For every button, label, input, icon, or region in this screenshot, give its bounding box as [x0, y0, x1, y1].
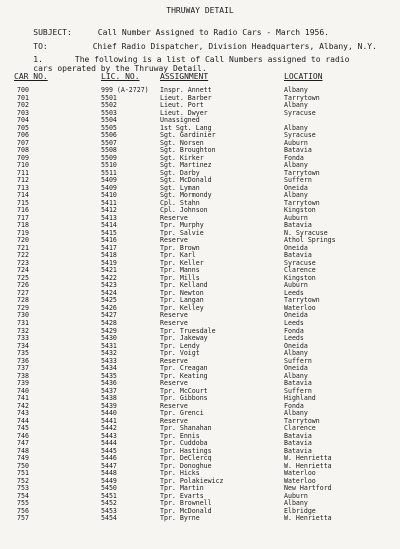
table-row: [0, 162, 400, 170]
license-number-cell: 5424: [101, 288, 117, 297]
location-cell: Oneida: [284, 243, 308, 252]
assignment-cell: Tpr. Evarts: [160, 491, 204, 500]
assignment-cell: Tpr. Jakeway: [160, 334, 208, 343]
location-cell: Albany: [284, 499, 308, 508]
assignment-cell: Tpr. Polakiewicz: [160, 476, 224, 485]
license-number-cell: 5428: [101, 318, 117, 327]
license-number-cell: 5436: [101, 379, 117, 388]
location-cell: Batavia: [284, 251, 312, 260]
car-number-cell: 739: [17, 379, 29, 388]
assignment-cell: Tpr. Manns: [160, 266, 200, 275]
license-number-cell: 5431: [101, 341, 117, 350]
license-number-cell: 5445: [101, 446, 117, 455]
car-number-cell: 713: [17, 183, 29, 192]
car-number-cell: 712: [17, 176, 29, 185]
car-number-cell: 737: [17, 364, 29, 373]
assignment-cell: Tpr. Truesdale: [160, 326, 216, 335]
location-cell: W. Henrietta: [284, 514, 332, 523]
assignment-cell: Tpr. Brownell: [160, 499, 212, 508]
car-number-cell: 740: [17, 386, 29, 395]
car-number-cell: 728: [17, 296, 29, 305]
location-cell: Oneida: [284, 183, 308, 192]
location-cell: Tarrytown: [284, 416, 320, 425]
license-number-cell: 5414: [101, 221, 117, 230]
location-cell: W. Henrietta: [284, 461, 332, 470]
car-number-cell: 707: [17, 138, 29, 147]
license-number-cell: 5448: [101, 469, 117, 478]
assignment-cell: Reserve: [160, 318, 188, 327]
car-number-cell: 727: [17, 288, 29, 297]
car-number-cell: 706: [17, 131, 29, 140]
car-number-cell: 716: [17, 206, 29, 215]
table-row: [0, 110, 400, 118]
license-number-cell: 5413: [101, 213, 117, 222]
car-number-cell: 745: [17, 424, 29, 433]
assignment-cell: Tpr. Byrne: [160, 514, 200, 523]
assignment-cell: Lieut. Dwyer: [160, 108, 208, 117]
license-number-cell: 5501: [101, 93, 117, 102]
car-number-cell: 708: [17, 146, 29, 155]
table-row: [0, 335, 400, 343]
assignment-cell: Sgt. Lyman: [160, 183, 200, 192]
car-number-cell: 729: [17, 303, 29, 312]
license-number-cell: 999 (A-2727): [101, 86, 149, 94]
column-header-lic: LIC. NO.: [101, 72, 140, 81]
license-number-cell: 5449: [101, 476, 117, 485]
license-number-cell: 5417: [101, 243, 117, 252]
paragraph-text-1: The following is a list of Call Numbers assigned to radio: [74, 55, 350, 64]
table-row: [0, 343, 400, 351]
assignment-cell: Reserve: [160, 379, 188, 388]
car-number-cell: 703: [17, 108, 29, 117]
car-number-cell: 732: [17, 326, 29, 335]
table-row: [0, 463, 400, 471]
car-number-cell: 756: [17, 506, 29, 515]
car-number-cell: 715: [17, 198, 29, 207]
license-number-cell: 5427: [101, 311, 117, 320]
assignment-cell: Reserve: [160, 401, 188, 410]
assignment-cell: Reserve: [160, 416, 188, 425]
license-number-cell: 5432: [101, 349, 117, 358]
location-cell: Clarence: [284, 424, 316, 433]
license-number-cell: 5441: [101, 416, 117, 425]
assignment-cell: Tpr. Salvie: [160, 228, 204, 237]
location-cell: Auburn: [284, 213, 308, 222]
location-cell: Auburn: [284, 491, 308, 500]
location-cell: Fonda: [284, 326, 304, 335]
location-cell: Auburn: [284, 138, 308, 147]
license-number-cell: 5447: [101, 461, 117, 470]
location-cell: Albany: [284, 86, 308, 94]
license-number-cell: 5425: [101, 296, 117, 305]
location-cell: Batavia: [284, 221, 312, 230]
location-cell: Suffern: [284, 356, 312, 365]
license-number-cell: 5409: [101, 176, 117, 185]
car-number-cell: 704: [17, 116, 29, 125]
assignment-cell: Sgt. Martinez: [160, 161, 212, 170]
location-cell: Fonda: [284, 401, 304, 410]
car-number-cell: 752: [17, 476, 29, 485]
license-number-cell: 5508: [101, 146, 117, 155]
assignment-cell: Reserve: [160, 311, 188, 320]
assignment-cell: Sgt. Gardinier: [160, 131, 216, 140]
assignment-cell: Reserve: [160, 236, 188, 245]
table-row: [0, 425, 400, 433]
table-row: [0, 350, 400, 358]
assignment-cell: Tpr. Cuddoba: [160, 439, 208, 448]
table-row: [0, 237, 400, 245]
location-cell: Batavia: [284, 146, 312, 155]
car-number-cell: 741: [17, 394, 29, 403]
location-cell: Oneida: [284, 341, 308, 350]
car-number-cell: 710: [17, 161, 29, 170]
assignment-cell: Tpr. DeClercq: [160, 454, 212, 463]
table-row: [0, 515, 400, 523]
license-number-cell: 5509: [101, 153, 117, 162]
location-cell: Leeds: [284, 288, 304, 297]
location-cell: Albany: [284, 349, 308, 358]
license-number-cell: 5506: [101, 131, 117, 140]
car-number-cell: 721: [17, 243, 29, 252]
assignment-cell: 1st Sgt. Lang: [160, 123, 212, 132]
document-header: THRUWAY DETAIL: [166, 6, 234, 15]
assignment-cell: Tpr. McCourt: [160, 386, 208, 395]
assignment-cell: Tpr. Hastings: [160, 446, 212, 455]
assignment-cell: Tpr. Martin: [160, 484, 204, 493]
assignment-cell: Lieut. Barber: [160, 93, 212, 102]
location-cell: Batavia: [284, 439, 312, 448]
license-number-cell: 5421: [101, 266, 117, 275]
assignment-cell: Sgt. Mormondy: [160, 191, 212, 200]
table-row: [0, 395, 400, 403]
assignment-cell: Reserve: [160, 213, 188, 222]
license-number-cell: 5412: [101, 206, 117, 215]
location-cell: Auburn: [284, 281, 308, 290]
location-cell: Batavia: [284, 446, 312, 455]
table-row: [0, 508, 400, 516]
assignment-cell: Lieut. Port: [160, 101, 204, 110]
license-number-cell: 5415: [101, 228, 117, 237]
assignment-cell: Tpr. Keating: [160, 371, 208, 380]
car-number-cell: 720: [17, 236, 29, 245]
location-cell: Syracuse: [284, 108, 316, 117]
location-cell: Albany: [284, 191, 308, 200]
assignment-cell: Sgt. Norsen: [160, 138, 204, 147]
location-cell: Suffern: [284, 176, 312, 185]
location-cell: Fonda: [284, 153, 304, 162]
car-number-cell: 722: [17, 251, 29, 260]
assignment-cell: Tpr. Ennis: [160, 431, 200, 440]
car-number-cell: 743: [17, 409, 29, 418]
license-number-cell: 5429: [101, 326, 117, 335]
assignment-cell: Sgt. McDonald: [160, 176, 212, 185]
license-number-cell: 5423: [101, 281, 117, 290]
location-cell: Albany: [284, 371, 308, 380]
location-cell: Albany: [284, 409, 308, 418]
column-header-location: LOCATION: [284, 72, 323, 81]
assignment-cell: Sgt. Kirker: [160, 153, 204, 162]
car-number-cell: 709: [17, 153, 29, 162]
call-number-table: [0, 87, 400, 523]
car-number-cell: 735: [17, 349, 29, 358]
location-cell: Batavia: [284, 379, 312, 388]
assignment-cell: Tpr. Shanahan: [160, 424, 212, 433]
paragraph-number: 1.: [33, 55, 43, 64]
assignment-cell: Tpr. Kelland: [160, 281, 208, 290]
location-cell: Suffern: [284, 386, 312, 395]
car-number-cell: 744: [17, 416, 29, 425]
car-number-cell: 742: [17, 401, 29, 410]
assignment-cell: Tpr. Donoghue: [160, 461, 212, 470]
car-number-cell: 753: [17, 484, 29, 493]
location-cell: Highland: [284, 394, 316, 403]
location-cell: Syracuse: [284, 131, 316, 140]
table-row: [0, 192, 400, 200]
table-row: [0, 245, 400, 253]
license-number-cell: 5430: [101, 334, 117, 343]
table-row: [0, 177, 400, 185]
assignment-cell: Inspr. Annett: [160, 86, 212, 94]
license-number-cell: 5433: [101, 356, 117, 365]
license-number-cell: 5454: [101, 514, 117, 523]
assignment-cell: Cpl. Stahn: [160, 198, 200, 207]
car-number-cell: 702: [17, 101, 29, 110]
to-text: Chief Radio Dispatcher, Division Headquarters, Albany, N.Y.: [92, 42, 377, 51]
license-number-cell: 5511: [101, 168, 117, 177]
car-number-cell: 723: [17, 258, 29, 267]
license-number-cell: 5434: [101, 364, 117, 373]
location-cell: Batavia: [284, 431, 312, 440]
location-cell: Syracuse: [284, 258, 316, 267]
table-row: [0, 410, 400, 418]
car-number-cell: 738: [17, 371, 29, 380]
car-number-cell: 747: [17, 439, 29, 448]
location-cell: New Hartford: [284, 484, 332, 493]
location-cell: Oneida: [284, 311, 308, 320]
table-row: [0, 312, 400, 320]
car-number-cell: 719: [17, 228, 29, 237]
location-cell: Tarrytown: [284, 296, 320, 305]
license-number-cell: 5443: [101, 431, 117, 440]
license-number-cell: 5439: [101, 401, 117, 410]
car-number-cell: 757: [17, 514, 29, 523]
license-number-cell: 5442: [101, 424, 117, 433]
assignment-cell: Tpr. Karl: [160, 251, 196, 260]
assignment-cell: Unassigned: [160, 116, 200, 125]
location-cell: Kingston: [284, 206, 316, 215]
location-cell: Athol Springs: [284, 236, 336, 245]
license-number-cell: 5451: [101, 491, 117, 500]
location-cell: W. Henrietta: [284, 454, 332, 463]
assignment-cell: Cpl. Johnson: [160, 206, 208, 215]
car-number-cell: 725: [17, 273, 29, 282]
table-row: [0, 260, 400, 268]
license-number-cell: 5419: [101, 258, 117, 267]
car-number-cell: 750: [17, 461, 29, 470]
license-number-cell: 5507: [101, 138, 117, 147]
assignment-cell: Tpr. Creagan: [160, 364, 208, 373]
assignment-cell: Tpr. Gibbons: [160, 394, 208, 403]
license-number-cell: 5416: [101, 236, 117, 245]
license-number-cell: 5426: [101, 303, 117, 312]
location-cell: Oneida: [284, 364, 308, 373]
assignment-cell: Tpr. Brown: [160, 243, 200, 252]
license-number-cell: 5505: [101, 123, 117, 132]
license-number-cell: 5453: [101, 506, 117, 515]
license-number-cell: 5510: [101, 161, 117, 170]
assignment-cell: Sgt. Darby: [160, 168, 200, 177]
license-number-cell: 5437: [101, 386, 117, 395]
table-row: [0, 230, 400, 238]
car-number-cell: 726: [17, 281, 29, 290]
license-number-cell: 5411: [101, 198, 117, 207]
license-number-cell: 5503: [101, 108, 117, 117]
to-label: TO:: [33, 42, 48, 51]
location-cell: Tarrytown: [284, 168, 320, 177]
subject-text: Call Number Assigned to Radio Cars - March 1956.: [97, 28, 329, 37]
table-row: [0, 267, 400, 275]
subject-label: SUBJECT:: [33, 28, 72, 37]
license-number-cell: 5418: [101, 251, 117, 260]
location-cell: Waterloo: [284, 303, 316, 312]
location-cell: Albany: [284, 123, 308, 132]
assignment-cell: Tpr. Newton: [160, 288, 204, 297]
assignment-cell: Sgt. Broughton: [160, 146, 216, 155]
car-number-cell: 736: [17, 356, 29, 365]
location-cell: Elbridge: [284, 506, 316, 515]
car-number-cell: 734: [17, 341, 29, 350]
assignment-cell: Reserve: [160, 356, 188, 365]
assignment-cell: Tpr. Murphy: [160, 221, 204, 230]
car-number-cell: 749: [17, 454, 29, 463]
car-number-cell: 755: [17, 499, 29, 508]
location-cell: Leeds: [284, 318, 304, 327]
location-cell: Waterloo: [284, 469, 316, 478]
table-row: [0, 305, 400, 313]
license-number-cell: 5452: [101, 499, 117, 508]
license-number-cell: 5504: [101, 116, 117, 125]
car-number-cell: 754: [17, 491, 29, 500]
location-cell: Kingston: [284, 273, 316, 282]
license-number-cell: 5435: [101, 371, 117, 380]
license-number-cell: 5450: [101, 484, 117, 493]
car-number-cell: 751: [17, 469, 29, 478]
column-header-car: CAR NO.: [14, 72, 48, 81]
assignment-cell: Tpr. Lendy: [160, 341, 200, 350]
assignment-cell: Tpr. Grenci: [160, 409, 204, 418]
location-cell: N. Syracuse: [284, 228, 328, 237]
assignment-cell: Tpr. Langan: [160, 296, 204, 305]
column-header-assignment: ASSIGNMENT: [160, 72, 209, 81]
license-number-cell: 5446: [101, 454, 117, 463]
license-number-cell: 5440: [101, 409, 117, 418]
car-number-cell: 717: [17, 213, 29, 222]
car-number-cell: 714: [17, 191, 29, 200]
assignment-cell: Tpr. Voigt: [160, 349, 200, 358]
car-number-cell: 748: [17, 446, 29, 455]
license-number-cell: 5410: [101, 191, 117, 200]
location-cell: Waterloo: [284, 476, 316, 485]
location-cell: Tarrytown: [284, 198, 320, 207]
car-number-cell: 700: [17, 86, 29, 94]
assignment-cell: Tpr. Kelley: [160, 303, 204, 312]
license-number-cell: 5409: [101, 183, 117, 192]
location-cell: Albany: [284, 161, 308, 170]
license-number-cell: 5444: [101, 439, 117, 448]
location-cell: Leeds: [284, 334, 304, 343]
car-number-cell: 711: [17, 168, 29, 177]
table-row: [0, 207, 400, 215]
car-number-cell: 718: [17, 221, 29, 230]
assignment-cell: Tpr. McDonald: [160, 506, 212, 515]
car-number-cell: 731: [17, 318, 29, 327]
license-number-cell: 5502: [101, 101, 117, 110]
car-number-cell: 705: [17, 123, 29, 132]
car-number-cell: 701: [17, 93, 29, 102]
car-number-cell: 730: [17, 311, 29, 320]
location-cell: Tarrytown: [284, 93, 320, 102]
table-row: [0, 373, 400, 381]
assignment-cell: Tpr. Mills: [160, 273, 200, 282]
license-number-cell: 5422: [101, 273, 117, 282]
assignment-cell: Tpr. Keller: [160, 258, 204, 267]
assignment-cell: Tpr. Hicks: [160, 469, 200, 478]
paragraph-text-2: cars operated by the Thruway Detail.: [33, 64, 207, 73]
car-number-cell: 733: [17, 334, 29, 343]
car-number-cell: 724: [17, 266, 29, 275]
license-number-cell: 5438: [101, 394, 117, 403]
car-number-cell: 746: [17, 431, 29, 440]
location-cell: Clarence: [284, 266, 316, 275]
location-cell: Albany: [284, 101, 308, 110]
